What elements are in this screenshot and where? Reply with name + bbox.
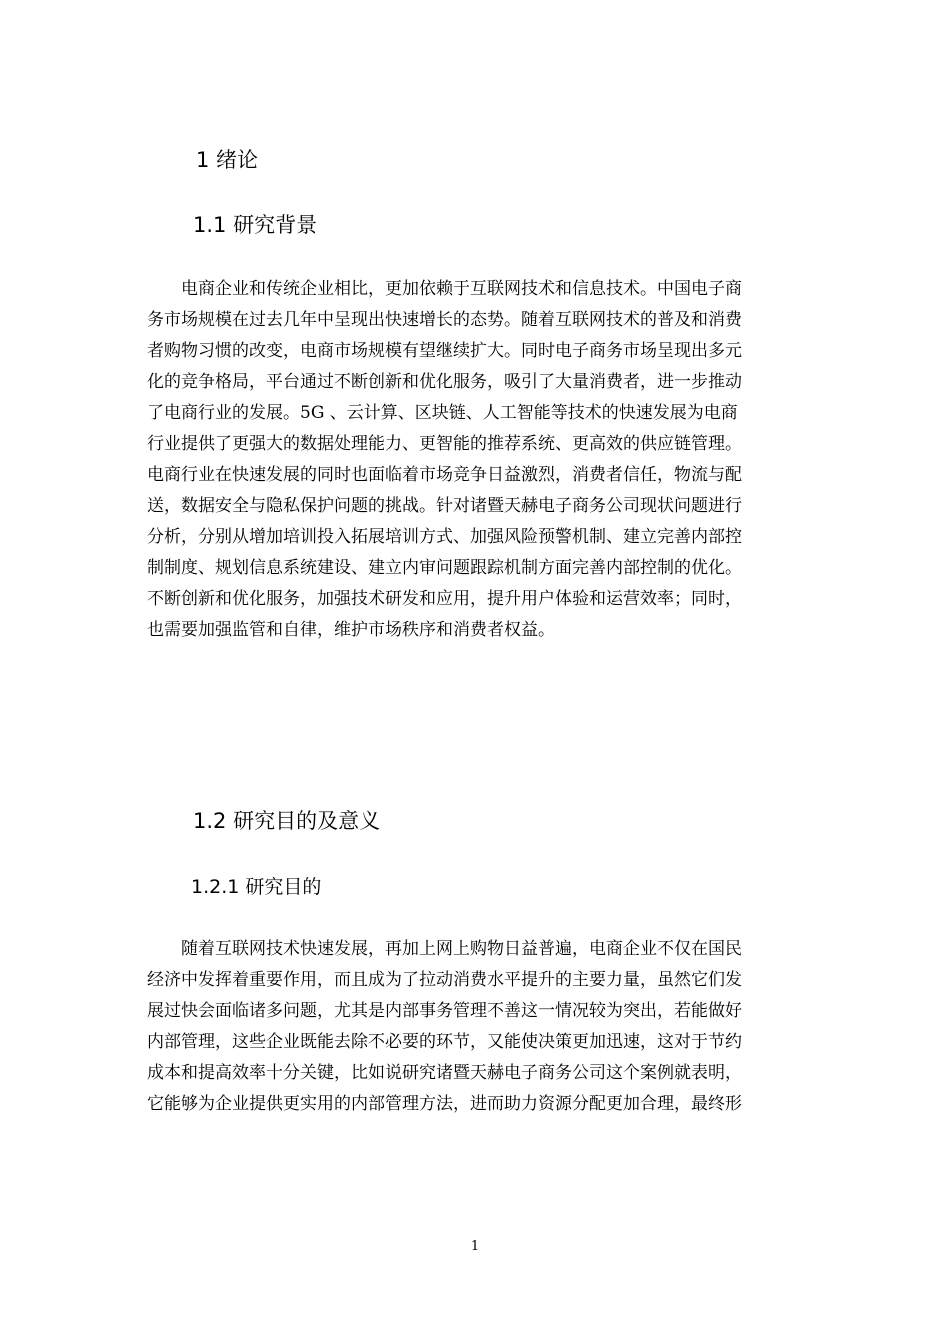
paragraph-line: 内部管理，这些企业既能去除不必要的环节，又能使决策更加迅速，这对于节约 — [147, 1032, 742, 1052]
paragraph-line: 不断创新和优化服务，加强技术研发和应用，提升用户体验和运营效率；同时， — [147, 589, 742, 609]
paragraph-line: 分析，分别从增加培训投入拓展培训方式、加强风险预警机制、建立完善内部控 — [147, 527, 742, 547]
paragraph-line: 经济中发挥着重要作用，而且成为了拉动消费水平提升的主要力量，虽然它们发 — [147, 970, 742, 990]
paragraph-line: 也需要加强监管和自律，维护市场秩序和消费者权益。 — [147, 620, 555, 640]
paragraph-line: 者购物习惯的改变，电商市场规模有望继续扩大。同时电子商务市场呈现出多元 — [147, 341, 742, 361]
paragraph-line: 电商企业和传统企业相比，更加依赖于互联网技术和信息技术。中国电子商 — [147, 279, 742, 299]
paragraph-line: 随着互联网技术快速发展，再加上网上购物日益普遍，电商企业不仅在国民 — [147, 939, 742, 959]
section-heading-purpose-and-significance: 1.2 研究目的及意义 — [193, 809, 381, 833]
research-purpose-paragraph — [147, 934, 804, 1120]
paragraph-line: 它能够为企业提供更实用的内部管理方法，进而助力资源分配更加合理，最终形 — [147, 1094, 742, 1114]
chapter-heading: 1 绪论 — [196, 148, 259, 172]
paragraph-line: 成本和提高效率十分关键，比如说研究诸暨天赫电子商务公司这个案例就表明， — [147, 1063, 742, 1083]
paragraph-line: 送，数据安全与隐私保护问题的挑战。针对诸暨天赫电子商务公司现状问题进行 — [147, 496, 742, 516]
paragraph-line: 化的竞争格局，平台通过不断创新和优化服务，吸引了大量消费者，进一步推动 — [147, 372, 742, 392]
paragraph-line: 务市场规模在过去几年中呈现出快速增长的态势。随着互联网技术的普及和消费 — [147, 310, 742, 330]
subsection-heading-research-purpose: 1.2.1 研究目的 — [191, 876, 322, 898]
page-number: 1 — [470, 1239, 480, 1254]
paragraph-line: 了电商行业的发展。5G 、云计算、区块链、人工智能等技术的快速发展为电商 — [147, 403, 738, 423]
section-heading-research-background: 1.1 研究背景 — [193, 213, 318, 237]
paragraph-line: 展过快会面临诸多问题，尤其是内部事务管理不善这一情况较为突出，若能做好 — [147, 1001, 742, 1021]
paragraph-line: 行业提供了更强大的数据处理能力、更智能的推荐系统、更高效的供应链管理。 — [147, 434, 742, 454]
paragraph-line: 制制度、规划信息系统建设、建立内审问题跟踪机制方面完善内部控制的优化。 — [147, 558, 742, 578]
research-background-paragraph — [147, 274, 804, 646]
paragraph-line: 电商行业在快速发展的同时也面临着市场竞争日益激烈，消费者信任，物流与配 — [147, 465, 742, 485]
